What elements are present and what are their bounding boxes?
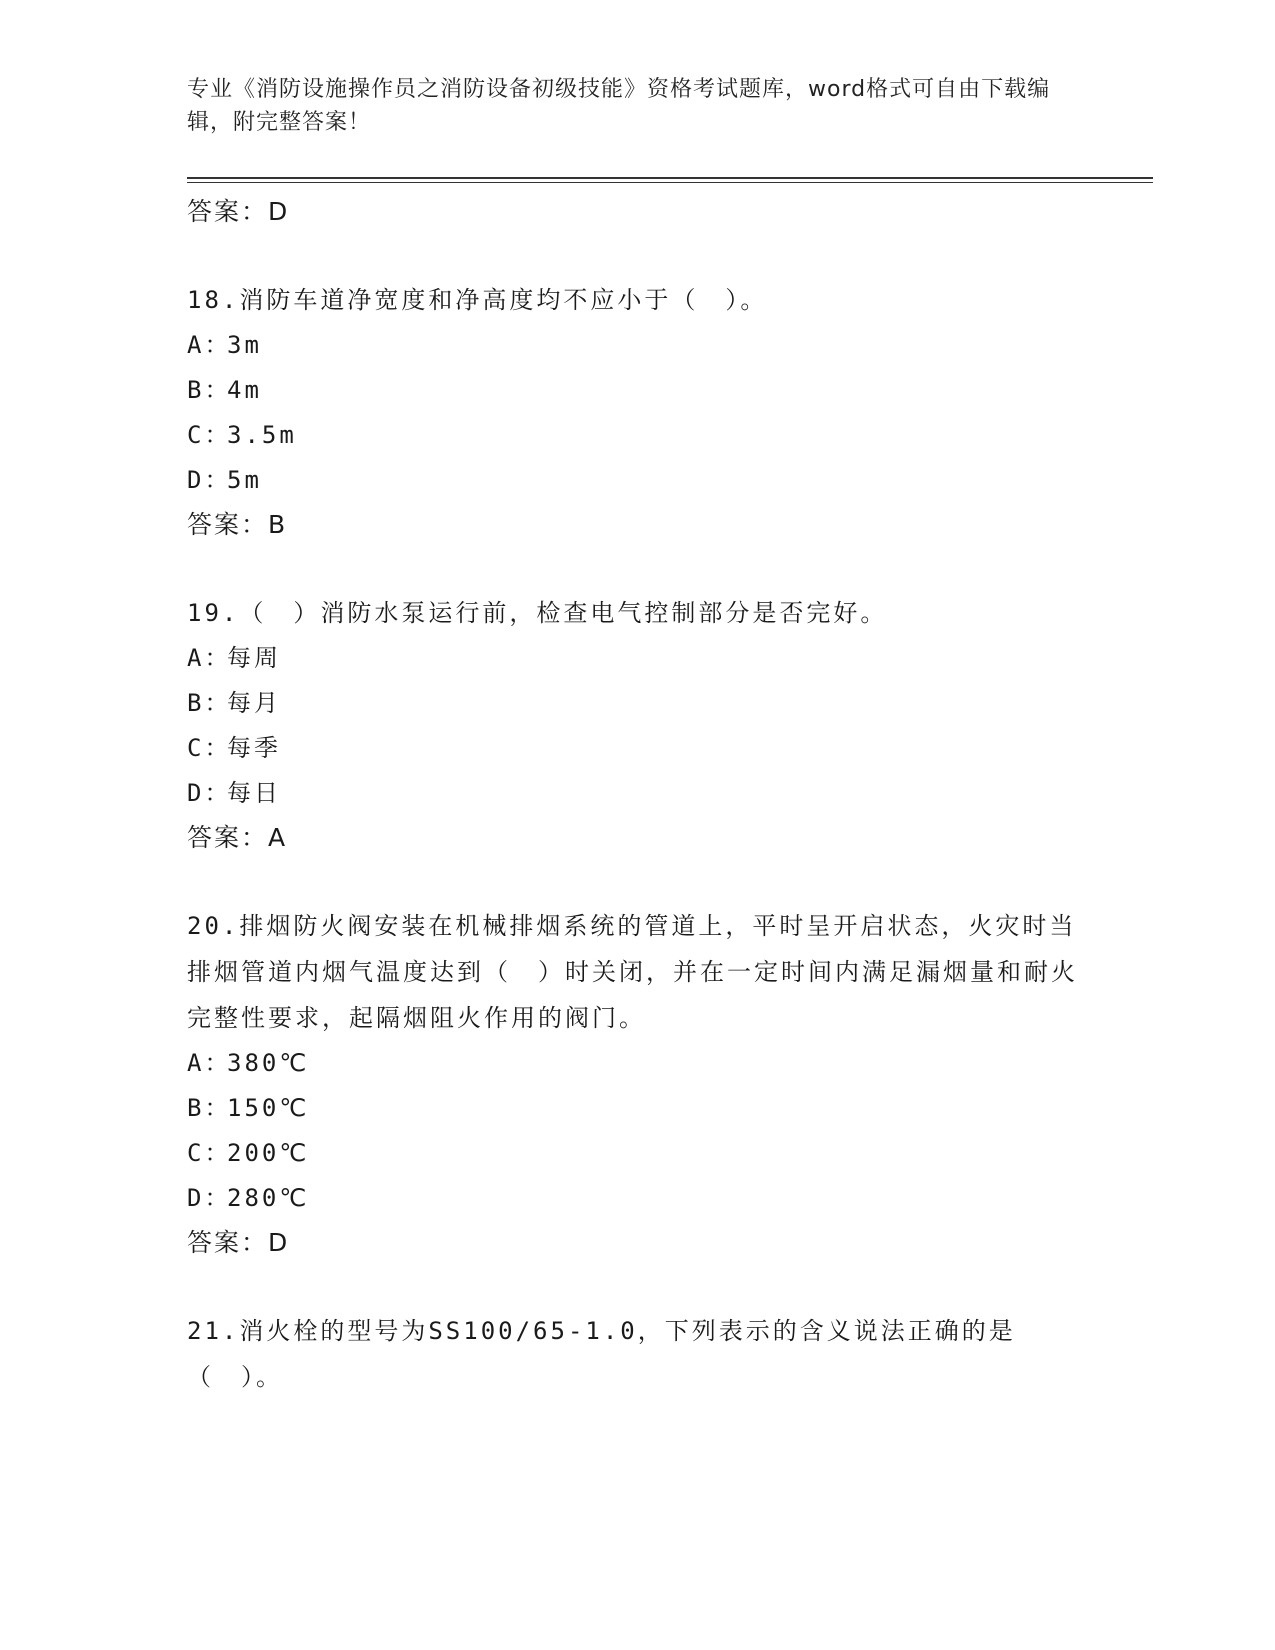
header-rule-thin bbox=[187, 182, 1153, 183]
answer-17: 答案：D bbox=[187, 197, 290, 226]
question-21 bbox=[187, 1308, 1087, 1400]
option-c: C：200℃ bbox=[187, 1139, 310, 1167]
question-stem: 21.消火栓的型号为SS100/65-1.0，下列表示的含义说法正确的是（ ）。 bbox=[187, 1317, 1016, 1391]
answer-20: 答案：D bbox=[187, 1228, 290, 1257]
page-header: 专业《消防设施操作员之消防设备初级技能》资格考试题库，word格式可自由下载编辑，附完整答案！ bbox=[187, 77, 1051, 135]
option-c: C：每季 bbox=[187, 734, 281, 762]
answer-19: 答案：A bbox=[187, 823, 288, 852]
option-a: A：3m bbox=[187, 331, 262, 359]
question-20 bbox=[187, 903, 1087, 1265]
option-a: A：每周 bbox=[187, 644, 281, 672]
option-d: D：每日 bbox=[187, 779, 281, 807]
option-c: C：3.5m bbox=[187, 421, 297, 449]
answer-18: 答案：B bbox=[187, 510, 288, 539]
option-a: A：380℃ bbox=[187, 1049, 310, 1077]
option-b: B：4m bbox=[187, 376, 262, 404]
question-stem: 19.（ ）消防水泵运行前，检查电气控制部分是否完好。 bbox=[187, 599, 888, 627]
question-stem: 20.排烟防火阀安装在机械排烟系统的管道上，平时呈开启状态，火灾时当排烟管道内烟气温度达到（ ）时关闭，并在一定时间内满足漏烟量和耐火完整性要求，起隔烟阻火作用的阀门。 bbox=[187, 912, 1078, 1032]
option-b: B：每月 bbox=[187, 689, 281, 717]
header-rule-thick bbox=[187, 177, 1153, 179]
question-list bbox=[187, 190, 1087, 1400]
option-d: D：280℃ bbox=[187, 1184, 310, 1212]
question-19 bbox=[187, 590, 1087, 860]
question-stem: 18.消防车道净宽度和净高度均不应小于（ ）。 bbox=[187, 286, 768, 314]
option-d: D：5m bbox=[187, 466, 262, 494]
option-b: B：150℃ bbox=[187, 1094, 310, 1122]
question-18 bbox=[187, 277, 1087, 547]
